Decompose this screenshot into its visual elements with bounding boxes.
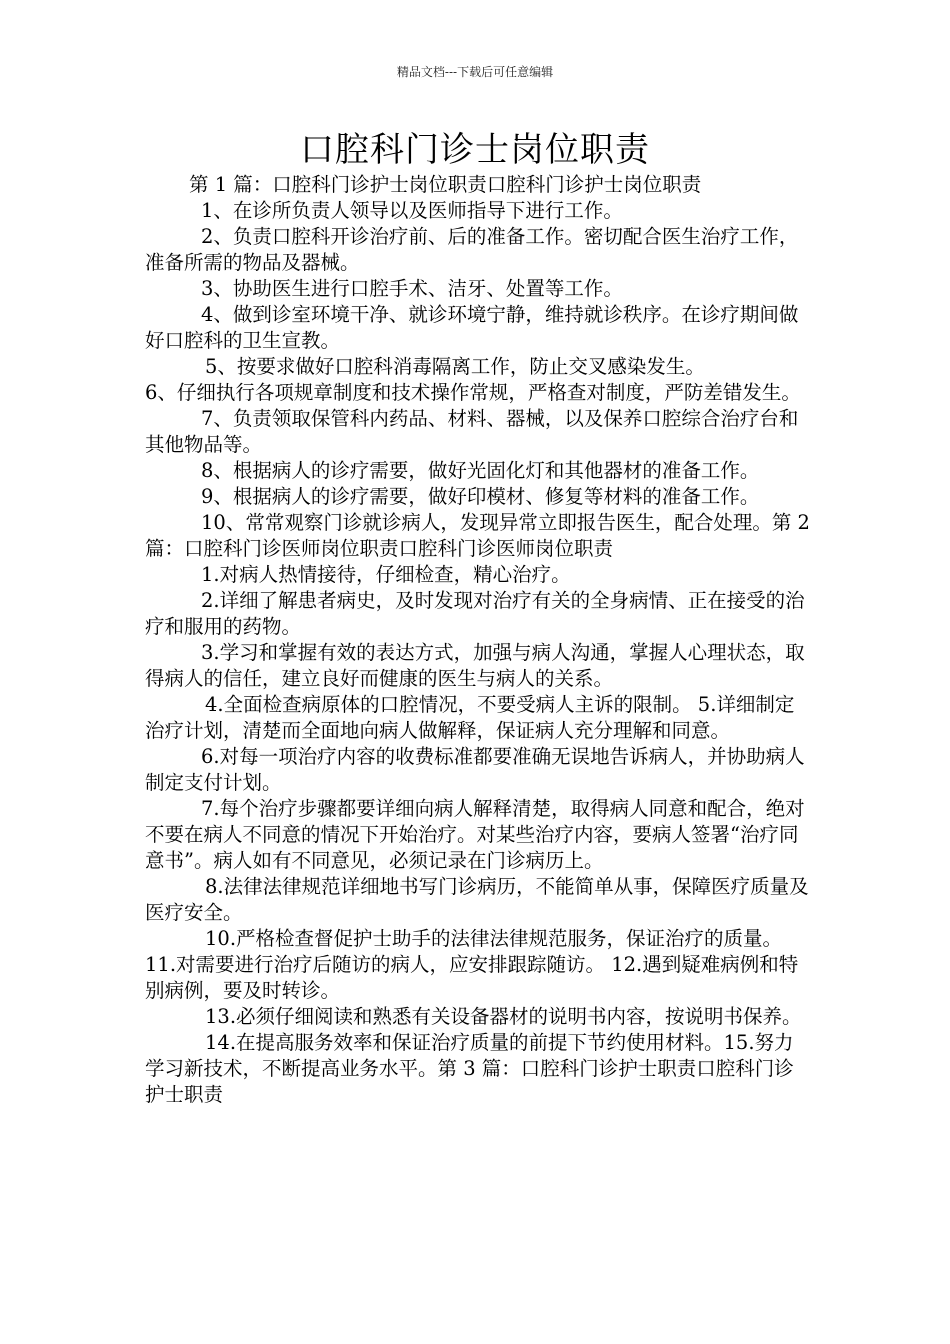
header-note: 精品文档---下载后可任意编辑 [396,65,554,79]
paragraph-19: 10.严格检查督促护士助手的法律法律规范服务，保证治疗的质量。 11.对需要进行治疗后随访的病人，应安排跟踪随访。 12.遇到疑难病例和特别病例，要及时转诊。 [145,927,799,1002]
paragraph-20: 13.必须仔细阅读和熟悉有关设备器材的说明书内容，按说明书保养。 [205,1005,802,1028]
paragraph-3: 2、负责口腔科开诊治疗前、后的准备工作。密切配合医生治疗工作，准备所需的物品及器械。 [145,225,799,274]
paragraph-2: 1、在诊所负责人领导以及医师指导下进行工作。 [201,199,623,222]
paragraph-11: 10、常常观察门诊就诊病人，发现异常立即报告医生，配合处理。第 2 篇：口腔科门诊医师岗位职责口腔科门诊医师岗位职责 [145,511,810,560]
paragraph-12: 1.对病人热情接待，仔细检查，精心治疗。 [201,563,571,586]
paragraph-16: 6.对每一项治疗内容的收费标准都要准确无误地告诉病人，并协助病人制定支付计划。 [145,745,805,794]
paragraph-9: 8、根据病人的诊疗需要，做好光固化灯和其他器材的准备工作。 [201,459,760,482]
document-title: 口腔科门诊士岗位职责 [300,130,650,170]
paragraph-7: 6、仔细执行各项规章制度和技术操作常规，严格查对制度，严防差错发生。 [145,381,801,404]
paragraph-8: 7、负责领取保管科内药品、材料、器械，以及保养口腔综合治疗台和其他物品等。 [145,407,799,456]
document-body [145,172,810,1108]
paragraph-17: 7.每个治疗步骤都要详细向病人解释清楚，取得病人同意和配合，绝对不要在病人不同意的情况下开始治疗。对某些治疗内容，要病人签署“治疗同意书”。病人如有不同意见，必须记录在门诊病历上。 [145,797,805,872]
paragraph-21: 14.在提高服务效率和保证治疗质量的前提下节约使用材料。15.努力学习新技术，不断提高业务水平。第 3 篇：口腔科门诊护士职责口腔科门诊护士职责 [145,1031,794,1106]
paragraph-6: 5、按要求做好口腔科消毒隔离工作，防止交叉感染发生。 [205,355,705,378]
paragraph-1: 第 1 篇：口腔科门诊护士岗位职责口腔科门诊护士岗位职责 [189,173,702,196]
paragraph-5: 4、做到诊室环境干净、就诊环境宁静，维持就诊秩序。在诊疗期间做好口腔科的卫生宣教。 [145,303,799,352]
paragraph-18: 8.法律法律规范详细地书写门诊病历，不能简单从事，保障医疗质量及医疗安全。 [145,875,809,924]
paragraph-10: 9、根据病人的诊疗需要，做好印模材、修复等材料的准备工作。 [201,485,760,508]
paragraph-4: 3、协助医生进行口腔手术、洁牙、处置等工作。 [201,277,623,300]
paragraph-14: 3.学习和掌握有效的表达方式，加强与病人沟通，掌握人心理状态，取得病人的信任，建立良好而健康的医生与病人的关系。 [145,641,805,690]
paragraph-13: 2.详细了解患者病史，及时发现对治疗有关的全身病情、正在接受的治疗和服用的药物。 [145,589,805,638]
paragraph-15: 4.全面检查病原体的口腔情况，不要受病人主诉的限制。 5.详细制定治疗计划，清楚而全面地向病人做解释，保证病人充分理解和同意。 [145,693,795,742]
